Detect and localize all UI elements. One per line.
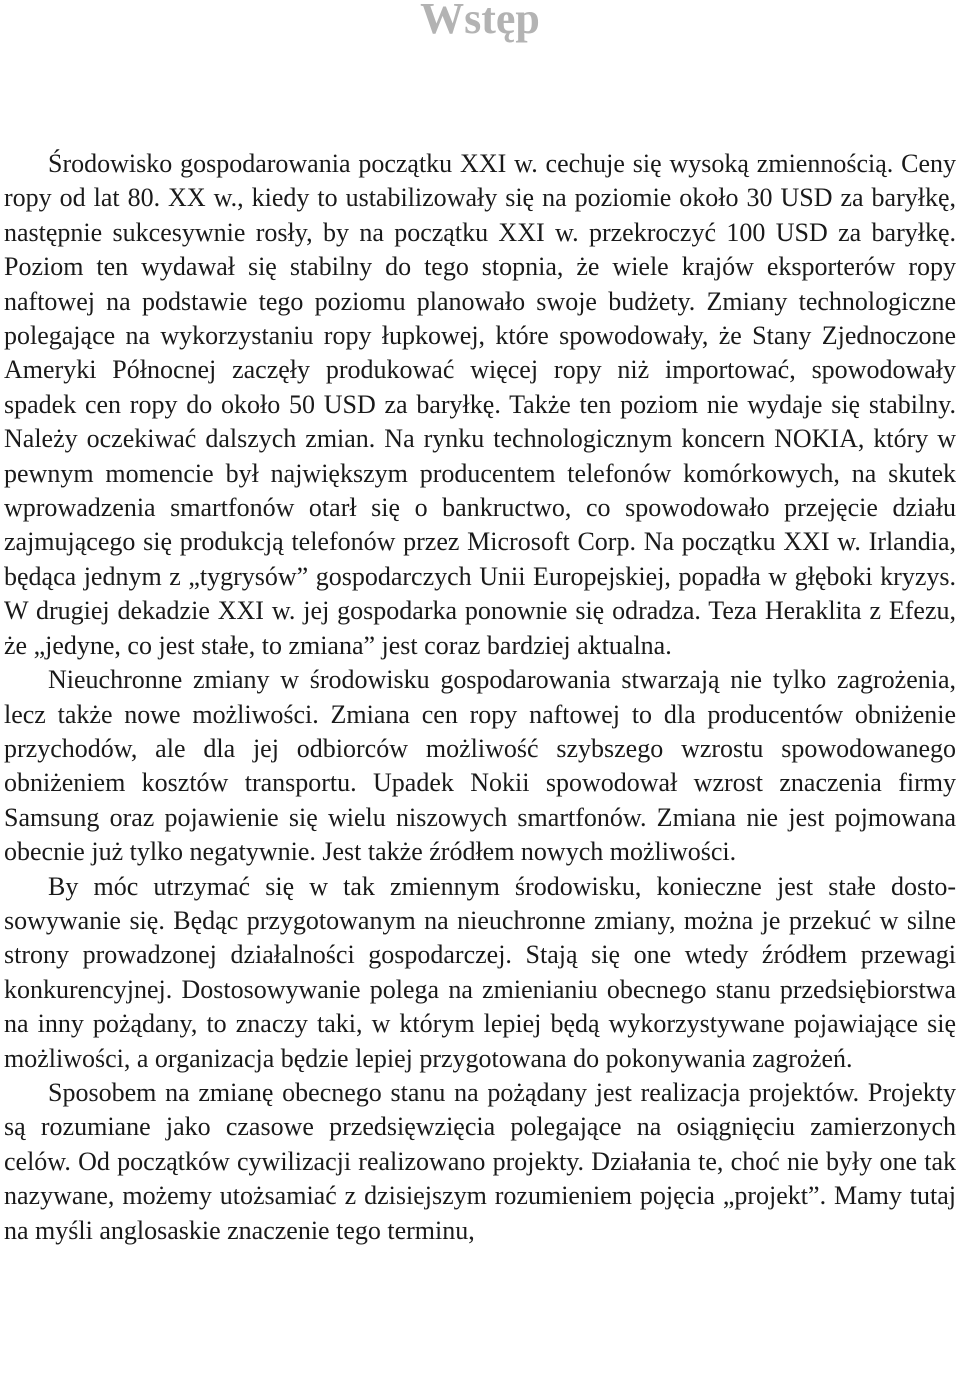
paragraph-2: Nieuchronne zmiany w środowisku gospodarowania stwarzają nie tylko zagrożenia, lecz także nowe możliwości. Zmiana cen ropy naftowej to dla producentów obniżenie przychodów, ale dla jej odbiorców możliwość szybszego wzrostu spowodowanego obniżeniem kosztów transportu. Upadek Nokii spowodował wzrost znaczenia firmy Samsung oraz pojawienie się wielu niszowych smartfonów. Zmiana nie jest pojmowana obecnie już tylko negatywnie. Jest także źródłem nowych możliwości.: [4, 665, 956, 867]
page-title: Wstęp: [420, 0, 540, 43]
paragraph-4: Sposobem na zmianę obecnego stanu na pożądany jest realizacja projektów. Projekty są rozumiane jako czasowe przedsięwzięcia polegające na osiągnięciu zamierzonych celów. Od początków cywilizacji realizowano projekty. Działania te, choć nie były one tak nazywane, możemy utożsamiać z dzisiejszym rozumieniem pojęcia „projekt”. Mamy tutaj na myśli anglosaskie znaczenie tego terminu,: [4, 1077, 956, 1245]
paragraph-3: By móc utrzymać się w tak zmiennym środowisku, konieczne jest stałe dostosowywanie się. Będąc przygotowanym na nieuchronne zmiany, można je przekuć w silne strony prowadzonej działalności gospodarczej. Stają się one wtedy źródłem przewagi konkurencyjnej. Dostosowywanie polega na zmienianiu obecnego stanu przedsiębiorstwa na inny pożądany, to znaczy taki, w którym lepiej będą wykorzystywane pojawiające się możliwości, a organizacja będzie lepiej przygotowana do pokonywania zagrożeń.: [4, 871, 956, 1073]
body-text: [4, 147, 956, 1248]
paragraph-1: Środowisko gospodarowania początku XXI w. cechuje się wysoką zmiennością. Ceny ropy od lat 80. XX w., kiedy to ustabilizowały się na poziomie około 30 USD za baryłkę, następnie sukcesywnie rosły, by na początku XXI w. przekroczyć 100 USD za baryłkę. Poziom ten wydawał się stabilny do tego stopnia, że wiele krajów eksporterów ropy naftowej na podstawie tego poziomu planowało swoje budżety. Zmiany technologiczne polegające na wykorzystaniu ropy łupkowej, które spowodowały, że Stany Zjednoczone Ameryki Północnej zaczęły produkować więcej ropy niż importować, spowodowały spadek cen ropy do około 50 USD za baryłkę. Także ten poziom nie wydaje się stabilny. Należy oczekiwać dalszych zmian. Na rynku technologicznym koncern NOKIA, który w pewnym momencie był największym producentem telefonów komórkowych, na skutek wprowadzenia smartfonów otarł się o bankructwo, co spowodowało przejęcie działu zajmującego się produkcją telefonów przez Microsoft Corp. Na początku XXI w. Irlandia, będąca jednym z „tygrysów” gospodarczych Unii Europejskiej, popadła w głęboki kryzys. W drugiej dekadzie XXI w. jej gospodarka ponownie się odradza. Teza Heraklita z Efezu, że „jedyne, co jest stałe, to zmiana” jest coraz bardziej aktualna.: [4, 149, 956, 660]
